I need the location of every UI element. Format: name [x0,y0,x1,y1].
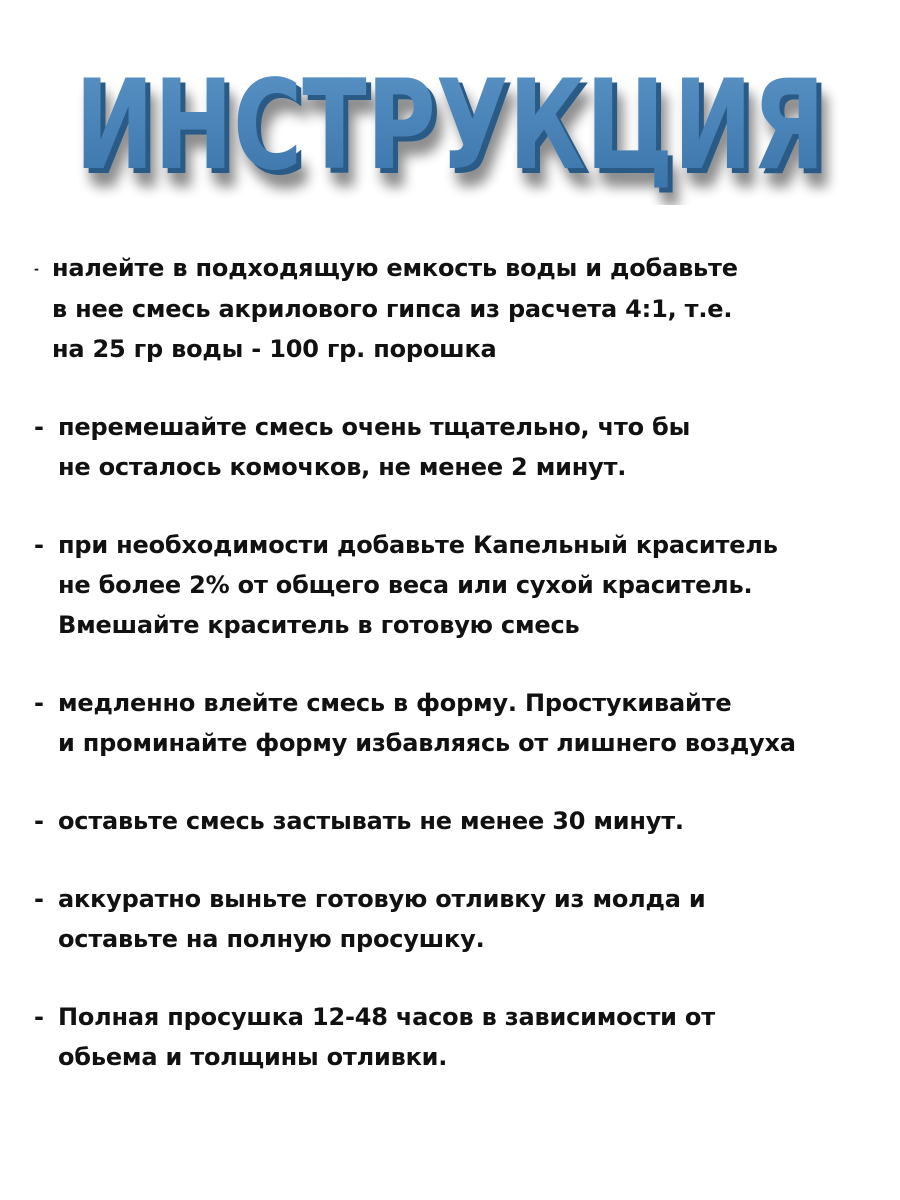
instruction-step [34,248,884,369]
step-text: перемешайте смесь очень тщательно, что бы [58,413,691,441]
step-text: не осталось комочков, не менее 2 минут. [58,453,627,481]
bullet-dash: - [34,807,44,835]
instruction-list [34,248,884,1115]
step-text: налейте в подходящую емкость воды и добавьте [52,254,738,282]
step-text: аккуратно выньте готовую отливку из молда и [58,885,706,913]
title-text: ИНСТРУКЦИЯ [75,54,825,198]
step-text: не более 2% от общего веса или сухой краситель. [58,571,753,599]
instruction-step [34,683,884,763]
step-text: Полная просушка 12-48 часов в зависимости от [58,1003,715,1031]
step-text: при необходимости добавьте Капельный краситель [58,531,778,559]
step-text: оставьте на полную просушку. [58,925,485,953]
step-text: в нее смесь акрилового гипса из расчета 4:1, т.е. [52,295,733,323]
instruction-step [34,407,884,487]
instruction-step [34,879,884,959]
bullet-dash: - [34,413,44,441]
instruction-step [34,801,884,841]
bullet-dash: - [34,689,44,717]
bullet-dash: - [34,262,39,276]
step-text: оставьте смесь застывать не менее 30 минут. [58,807,684,835]
step-text: Вмешайте краситель в готовую смесь [58,611,580,639]
step-text: на 25 гр воды - 100 гр. порошка [52,335,497,363]
bullet-dash: - [34,885,44,913]
svg-text:ИНСТРУКЦИЯ: ИНСТРУКЦИЯ [80,59,830,203]
step-text: и проминайте форму избавляясь от лишнего воздуха [58,729,796,757]
bullet-dash: - [34,1003,44,1031]
instruction-step [34,997,884,1077]
page-title [40,40,860,205]
bullet-dash: - [34,531,44,559]
step-text: обьема и толщины отливки. [58,1043,448,1071]
title-3d-lettering [40,40,860,205]
step-text: медленно влейте смесь в форму. Простукивайте [58,689,732,717]
instruction-step [34,525,884,645]
